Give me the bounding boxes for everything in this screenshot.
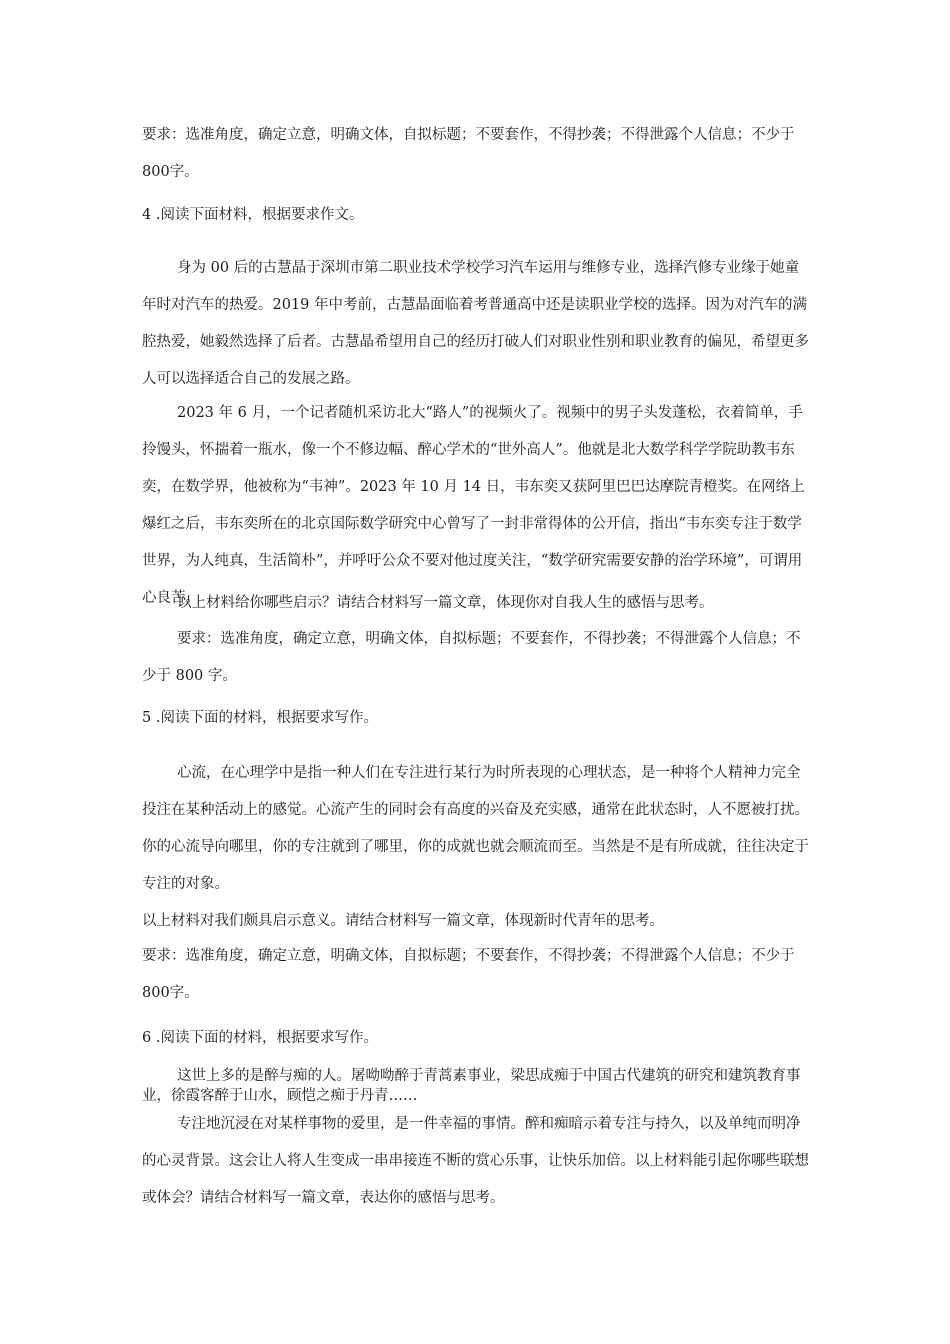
question-5-heading: 5 .阅读下面的材料，根据要求写作。 xyxy=(142,710,378,726)
question-6-material-paragraph-1: 这世上多的是醉与痴的人。屠呦呦醉于青蒿素事业，梁思成痴于中国古代建筑的研究和建筑教育事业，徐霞客醉于山水，顾恺之痴于丹青…… xyxy=(142,1068,801,1104)
question-4-heading: 4 .阅读下面材料，根据要求作文。 xyxy=(142,207,364,223)
question-5-requirement: 要求：选准角度，确定立意，明确文体，自拟标题；不要套作，不得抄袭；不得泄露个人信息；不少于800字。 xyxy=(142,948,795,1001)
question-5-material-paragraph: 心流，在心理学中是指一种人们在专注进行某行为时所表现的心理状态，是一种将个人精神力完全投注在某种活动上的感觉。心流产生的同时会有高度的兴奋及充实感，通常在此状态时，人不愿被打扰。你的心流导向哪里，你的专注就到了哪里，你的成就也就会顺流而至。当然是不是有所成就，往往决定于专注的对象。 xyxy=(142,765,809,892)
question-4-material-paragraph-1: 身为 00 后的古慧晶于深圳市第二职业技术学校学习汽车运用与维修专业，选择汽修专业缘于她童年时对汽车的热爱。2019 年中考前，古慧晶面临着考普通高中还是读职业学校的选择。因为对汽车的满腔热爱，她毅然选择了后者。古慧晶希望用自己的经历打破人们对职业性别和职业教育的偏见，希望更多人可以选择适合自己的发展之路。 xyxy=(142,260,809,387)
question-4-prompt: 以上材料给你哪些启示？请结合材料写一篇文章，体现你对自我人生的感悟与思考。 xyxy=(177,595,714,611)
question-6-heading: 6 .阅读下面的材料，根据要求写作。 xyxy=(142,1030,378,1046)
question-4-requirement: 要求：选准角度，确定立意，明确文体，自拟标题；不要套作，不得抄袭；不得泄露个人信息；不少于 800 字。 xyxy=(142,631,801,684)
question-4-material-paragraph-2: 2023 年 6 月，一个记者随机采访北大“路人”的视频火了。视频中的男子头发蓬松，衣着简单，手拎馒头，怀揣着一瓶水，像一个不修边幅、醉心学术的“世外高人”。他就是北大数学科学学院助教韦东奕，在数学界，他被称为“韦神”。2023 年 10 月 14 日，韦东奕又获阿里巴巴达摩院青橙奖。在网络上爆红之后，韦东奕所在的北京国际数学研究中心曾写了一封非常得体的公开信，指出“韦东奕专注于数学世界，为人纯真，生活简朴”，并呼吁公众不要对他过度关注，“数学研究需要安静的治学环境”，可谓用心良苦。 xyxy=(142,405,805,606)
requirement-paragraph: 要求：选准角度，确定立意，明确文体，自拟标题；不要套作，不得抄袭；不得泄露个人信息；不少于800字。 xyxy=(142,127,795,180)
question-6-material-paragraph-2: 专注地沉浸在对某样事物的爱里，是一件幸福的事情。醉和痴暗示着专注与持久，以及单纯而明净的心灵背景。这会让人将人生变成一串串接连不断的赏心乐事，让快乐加倍。以上材料能引起你哪些联想或体会？请结合材料写一篇文章，表达你的感悟与思考。 xyxy=(142,1116,809,1206)
question-5-prompt: 以上材料对我们颇具启示意义。请结合材料写一篇文章，体现新时代青年的思考。 xyxy=(142,913,664,929)
